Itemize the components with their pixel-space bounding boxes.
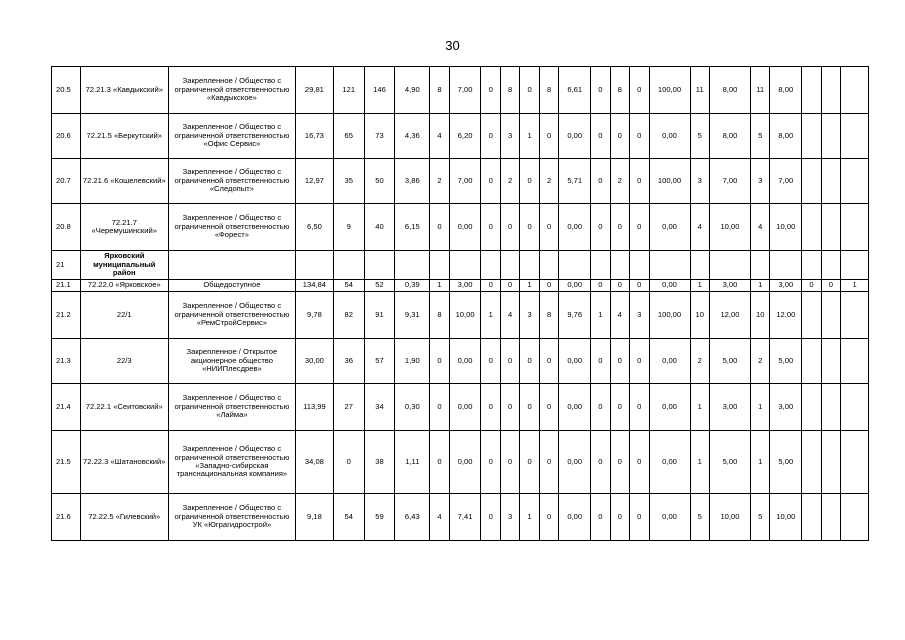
value-cell: 1 (750, 384, 769, 431)
table-row (52, 159, 869, 204)
value-cell: 0 (430, 339, 449, 384)
value-cell: 10 (750, 292, 769, 339)
ground-type-cell: Закрепленное / Общество с ограниченной ответственностью «Следопыт» (168, 159, 295, 204)
value-cell: 34 (364, 384, 395, 431)
value-cell (821, 159, 840, 204)
value-cell: 9,76 (559, 292, 591, 339)
value-cell: 0 (333, 431, 364, 494)
value-cell (802, 431, 821, 494)
value-cell: 5,00 (709, 431, 750, 494)
value-cell: 3,86 (395, 159, 430, 204)
value-cell: 11 (750, 67, 769, 114)
ground-name-cell: 72.22.3 «Шатановский» (80, 431, 168, 494)
value-cell: 0 (481, 431, 500, 494)
value-cell: 6,61 (559, 67, 591, 114)
ground-type-cell: Закрепленное / Открытое акционерное общество «НИИПлесдрев» (168, 339, 295, 384)
value-cell: 59 (364, 494, 395, 541)
value-cell: 0 (481, 67, 500, 114)
ground-name-cell: 22/3 (80, 339, 168, 384)
value-cell (690, 251, 709, 280)
value-cell: 0 (539, 280, 558, 292)
row-number-cell: 21 (52, 251, 81, 280)
value-cell: 0 (610, 384, 629, 431)
value-cell (802, 251, 821, 280)
value-cell: 0 (539, 494, 558, 541)
value-cell: 3 (750, 159, 769, 204)
value-cell: 0,39 (395, 280, 430, 292)
value-cell (821, 339, 840, 384)
value-cell: 12,00 (770, 292, 802, 339)
value-cell (841, 67, 869, 114)
value-cell: 0,00 (649, 431, 690, 494)
value-cell: 7,00 (709, 159, 750, 204)
value-cell: 1 (841, 280, 869, 292)
row-number-cell: 20.5 (52, 67, 81, 114)
ground-name-cell: 72.21.5 «Беркутский» (80, 114, 168, 159)
value-cell: 0 (539, 384, 558, 431)
row-number-cell: 20.6 (52, 114, 81, 159)
value-cell (841, 339, 869, 384)
value-cell: 10,00 (449, 292, 481, 339)
value-cell (821, 204, 840, 251)
value-cell: 30,00 (295, 339, 333, 384)
value-cell: 146 (364, 67, 395, 114)
table-row (52, 339, 869, 384)
value-cell: 9 (333, 204, 364, 251)
value-cell: 1 (520, 114, 539, 159)
value-cell (802, 339, 821, 384)
value-cell (841, 292, 869, 339)
value-cell: 35 (333, 159, 364, 204)
value-cell: 0 (630, 384, 649, 431)
value-cell: 0,00 (559, 384, 591, 431)
value-cell: 9,31 (395, 292, 430, 339)
value-cell: 0,00 (449, 204, 481, 251)
value-cell (802, 292, 821, 339)
value-cell: 0 (481, 494, 500, 541)
value-cell: 3 (630, 292, 649, 339)
value-cell: 10 (690, 292, 709, 339)
value-cell: 6,20 (449, 114, 481, 159)
value-cell: 0 (610, 204, 629, 251)
value-cell: 4 (430, 114, 449, 159)
value-cell (841, 204, 869, 251)
value-cell (821, 384, 840, 431)
ground-type-cell: Закрепленное / Общество с ограниченной ответственностью «Офис Сервис» (168, 114, 295, 159)
ground-type-cell: Общедоступное (168, 280, 295, 292)
value-cell: 8,00 (709, 114, 750, 159)
value-cell: 5,00 (770, 339, 802, 384)
value-cell (750, 251, 769, 280)
value-cell: 0,00 (559, 114, 591, 159)
value-cell: 3 (520, 292, 539, 339)
value-cell: 4 (610, 292, 629, 339)
value-cell: 1 (520, 280, 539, 292)
value-cell: 1,11 (395, 431, 430, 494)
value-cell (449, 251, 481, 280)
value-cell: 0 (481, 114, 500, 159)
value-cell: 1 (690, 280, 709, 292)
value-cell (841, 159, 869, 204)
value-cell: 1 (690, 384, 709, 431)
value-cell: 16,73 (295, 114, 333, 159)
value-cell: 100,00 (649, 292, 690, 339)
value-cell: 3,00 (709, 280, 750, 292)
value-cell: 65 (333, 114, 364, 159)
ground-name-cell: 72.22.1 «Сеитовский» (80, 384, 168, 431)
value-cell: 10,00 (709, 204, 750, 251)
value-cell: 8 (539, 292, 558, 339)
value-cell: 0,00 (649, 494, 690, 541)
value-cell: 100,00 (649, 67, 690, 114)
value-cell: 0,00 (649, 339, 690, 384)
value-cell: 0 (630, 67, 649, 114)
value-cell: 8,00 (770, 114, 802, 159)
value-cell: 0 (610, 494, 629, 541)
value-cell: 1 (591, 292, 610, 339)
value-cell: 0,00 (649, 280, 690, 292)
value-cell: 4,90 (395, 67, 430, 114)
value-cell: 7,00 (449, 67, 481, 114)
value-cell (821, 494, 840, 541)
value-cell: 0 (610, 114, 629, 159)
value-cell (364, 251, 395, 280)
ground-type-cell (168, 251, 295, 280)
table-row (52, 292, 869, 339)
value-cell: 0 (481, 339, 500, 384)
value-cell: 0 (520, 159, 539, 204)
value-cell: 0,00 (559, 204, 591, 251)
value-cell: 27 (333, 384, 364, 431)
value-cell: 0 (500, 431, 519, 494)
value-cell: 5,00 (770, 431, 802, 494)
value-cell: 0 (630, 114, 649, 159)
value-cell: 0 (610, 339, 629, 384)
ground-type-cell: Закрепленное / Общество с ограниченной ответственностью «Лайма» (168, 384, 295, 431)
value-cell: 5 (690, 114, 709, 159)
value-cell: 0 (630, 494, 649, 541)
table-row (52, 67, 869, 114)
value-cell: 4,36 (395, 114, 430, 159)
value-cell: 50 (364, 159, 395, 204)
value-cell: 0,00 (649, 204, 690, 251)
value-cell: 0 (630, 431, 649, 494)
value-cell: 0 (500, 339, 519, 384)
value-cell (821, 251, 840, 280)
value-cell: 3,00 (770, 280, 802, 292)
row-number-cell: 20.8 (52, 204, 81, 251)
value-cell: 8 (430, 292, 449, 339)
value-cell: 0 (591, 384, 610, 431)
value-cell: 0 (520, 204, 539, 251)
value-cell: 3,00 (770, 384, 802, 431)
value-cell: 2 (690, 339, 709, 384)
value-cell: 2 (750, 339, 769, 384)
value-cell: 0 (630, 280, 649, 292)
value-cell: 4 (500, 292, 519, 339)
value-cell: 3 (690, 159, 709, 204)
value-cell: 2 (610, 159, 629, 204)
value-cell: 10,00 (709, 494, 750, 541)
value-cell: 3,00 (449, 280, 481, 292)
value-cell: 134,84 (295, 280, 333, 292)
value-cell: 0 (591, 280, 610, 292)
value-cell: 54 (333, 280, 364, 292)
table-row (52, 494, 869, 541)
value-cell: 0 (520, 339, 539, 384)
value-cell (591, 251, 610, 280)
value-cell: 5 (750, 114, 769, 159)
value-cell: 52 (364, 280, 395, 292)
value-cell: 0 (591, 339, 610, 384)
ground-name-cell: 72.22.0 «Ярковское» (80, 280, 168, 292)
value-cell: 3 (500, 114, 519, 159)
value-cell (709, 251, 750, 280)
value-cell: 0 (430, 384, 449, 431)
value-cell: 40 (364, 204, 395, 251)
value-cell: 0,30 (395, 384, 430, 431)
value-cell: 82 (333, 292, 364, 339)
value-cell: 0 (610, 280, 629, 292)
value-cell: 0 (591, 494, 610, 541)
value-cell (802, 204, 821, 251)
ground-name-cell: 22/1 (80, 292, 168, 339)
value-cell (841, 251, 869, 280)
value-cell: 1 (750, 280, 769, 292)
value-cell: 0 (591, 204, 610, 251)
value-cell: 73 (364, 114, 395, 159)
value-cell: 6,15 (395, 204, 430, 251)
value-cell (802, 494, 821, 541)
page-number: 30 (445, 38, 460, 53)
value-cell: 0 (591, 67, 610, 114)
hunting-grounds-table (51, 66, 869, 541)
value-cell: 0 (481, 280, 500, 292)
value-cell: 5 (690, 494, 709, 541)
ground-name-cell: 72.21.6 «Кошелевский» (80, 159, 168, 204)
value-cell: 9,18 (295, 494, 333, 541)
value-cell (821, 67, 840, 114)
value-cell: 113,99 (295, 384, 333, 431)
value-cell: 0,00 (559, 280, 591, 292)
value-cell: 36 (333, 339, 364, 384)
row-number-cell: 20.7 (52, 159, 81, 204)
value-cell: 11 (690, 67, 709, 114)
value-cell: 0 (802, 280, 821, 292)
value-cell: 10,00 (770, 494, 802, 541)
value-cell: 34,08 (295, 431, 333, 494)
value-cell: 0,00 (449, 339, 481, 384)
row-number-cell: 21.2 (52, 292, 81, 339)
value-cell: 7,00 (770, 159, 802, 204)
ground-type-cell: Закрепленное / Общество с ограниченной ответственностью «Западно-сибирская транснациональная компания» (168, 431, 295, 494)
ground-type-cell: Закрепленное / Общество с ограниченной ответственностью «Форест» (168, 204, 295, 251)
table-row (52, 280, 869, 292)
row-number-cell: 21.5 (52, 431, 81, 494)
row-number-cell: 21.1 (52, 280, 81, 292)
value-cell: 0 (821, 280, 840, 292)
row-number-cell: 21.6 (52, 494, 81, 541)
value-cell: 0 (481, 384, 500, 431)
value-cell: 0 (630, 204, 649, 251)
ground-type-cell: Закрепленное / Общество с ограниченной ответственностью «РемСтройСервис» (168, 292, 295, 339)
value-cell (802, 384, 821, 431)
value-cell: 10,00 (770, 204, 802, 251)
value-cell (559, 251, 591, 280)
value-cell (841, 114, 869, 159)
value-cell (630, 251, 649, 280)
value-cell: 0,00 (649, 114, 690, 159)
value-cell: 8 (610, 67, 629, 114)
value-cell: 9,78 (295, 292, 333, 339)
table-row (52, 114, 869, 159)
value-cell: 5,00 (709, 339, 750, 384)
value-cell (539, 251, 558, 280)
value-cell: 3 (500, 494, 519, 541)
value-cell: 3,00 (709, 384, 750, 431)
value-cell: 100,00 (649, 159, 690, 204)
value-cell (821, 292, 840, 339)
value-cell: 0,00 (649, 384, 690, 431)
value-cell: 0,00 (559, 431, 591, 494)
value-cell: 0 (630, 339, 649, 384)
value-cell (841, 384, 869, 431)
value-cell: 121 (333, 67, 364, 114)
table-row (52, 384, 869, 431)
value-cell (802, 114, 821, 159)
value-cell: 4 (430, 494, 449, 541)
value-cell (295, 251, 333, 280)
value-cell (821, 431, 840, 494)
value-cell: 0 (630, 159, 649, 204)
value-cell: 1 (481, 292, 500, 339)
value-cell: 1 (690, 431, 709, 494)
value-cell: 0 (430, 204, 449, 251)
table-row (52, 204, 869, 251)
value-cell: 0 (520, 384, 539, 431)
value-cell (500, 251, 519, 280)
value-cell: 2 (539, 159, 558, 204)
value-cell: 8,00 (770, 67, 802, 114)
row-number-cell: 21.4 (52, 384, 81, 431)
value-cell: 0 (500, 204, 519, 251)
value-cell: 0 (500, 280, 519, 292)
value-cell: 4 (750, 204, 769, 251)
value-cell: 91 (364, 292, 395, 339)
value-cell: 1 (750, 431, 769, 494)
value-cell: 0 (500, 384, 519, 431)
value-cell: 7,00 (449, 159, 481, 204)
value-cell: 1 (520, 494, 539, 541)
value-cell: 0,00 (559, 339, 591, 384)
value-cell: 0 (591, 431, 610, 494)
value-cell (841, 431, 869, 494)
value-cell: 0,00 (559, 494, 591, 541)
value-cell: 0,00 (449, 384, 481, 431)
ground-type-cell: Закрепленное / Общество с ограниченной ответственностью «Кавдыкское» (168, 67, 295, 114)
value-cell: 5 (750, 494, 769, 541)
table-row (52, 251, 869, 280)
value-cell: 1 (430, 280, 449, 292)
value-cell: 0 (520, 67, 539, 114)
value-cell: 5,71 (559, 159, 591, 204)
value-cell: 2 (430, 159, 449, 204)
value-cell: 12,97 (295, 159, 333, 204)
value-cell (430, 251, 449, 280)
value-cell: 2 (500, 159, 519, 204)
value-cell: 0 (591, 159, 610, 204)
value-cell: 6,43 (395, 494, 430, 541)
value-cell: 0 (591, 114, 610, 159)
table-row (52, 431, 869, 494)
value-cell (333, 251, 364, 280)
value-cell: 29,81 (295, 67, 333, 114)
ground-name-cell: 72.21.7 «Черемушинский» (80, 204, 168, 251)
value-cell (770, 251, 802, 280)
value-cell: 0 (520, 431, 539, 494)
value-cell: 54 (333, 494, 364, 541)
value-cell: 12,00 (709, 292, 750, 339)
value-cell: 0 (610, 431, 629, 494)
value-cell (649, 251, 690, 280)
value-cell: 0 (481, 204, 500, 251)
value-cell (520, 251, 539, 280)
value-cell: 8,00 (709, 67, 750, 114)
ground-name-cell: Ярковский муниципальный район (80, 251, 168, 280)
value-cell: 1,90 (395, 339, 430, 384)
value-cell: 8 (539, 67, 558, 114)
value-cell: 0 (539, 114, 558, 159)
ground-type-cell: Закрепленное / Общество с ограниченной ответственностью УК «Юграгидрострой» (168, 494, 295, 541)
value-cell: 0 (539, 204, 558, 251)
value-cell (802, 159, 821, 204)
value-cell: 8 (500, 67, 519, 114)
value-cell: 6,50 (295, 204, 333, 251)
row-number-cell: 21.3 (52, 339, 81, 384)
ground-name-cell: 72.22.5 «Гилевский» (80, 494, 168, 541)
value-cell: 0,00 (449, 431, 481, 494)
ground-name-cell: 72.21.3 «Кавдыкский» (80, 67, 168, 114)
value-cell: 4 (690, 204, 709, 251)
value-cell (395, 251, 430, 280)
value-cell: 8 (430, 67, 449, 114)
value-cell (481, 251, 500, 280)
value-cell (841, 494, 869, 541)
value-cell: 38 (364, 431, 395, 494)
value-cell: 0 (539, 431, 558, 494)
value-cell: 57 (364, 339, 395, 384)
value-cell: 0 (430, 431, 449, 494)
value-cell: 0 (481, 159, 500, 204)
value-cell: 0 (539, 339, 558, 384)
value-cell (610, 251, 629, 280)
value-cell: 7,41 (449, 494, 481, 541)
value-cell (821, 114, 840, 159)
value-cell (802, 67, 821, 114)
